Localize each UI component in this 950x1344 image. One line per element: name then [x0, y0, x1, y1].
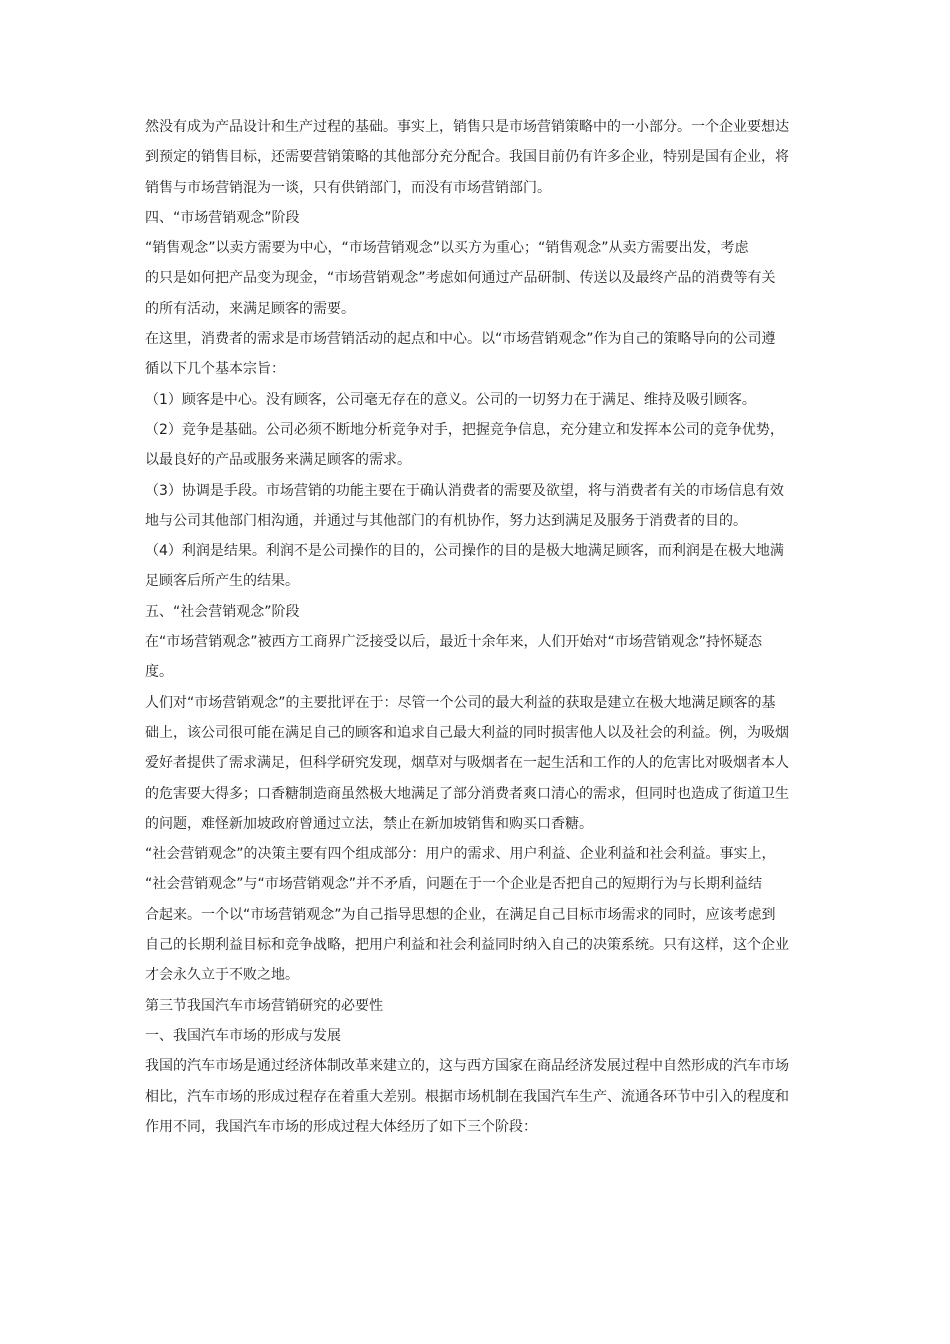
- text-line: 人们对“市场营销观念”的主要批评在于：尽管一个公司的最大利益的获取是建立在极大地满足顾客的基: [145, 694, 776, 711]
- paragraph: [145, 1051, 810, 1142]
- text-line: 自己的长期利益目标和竞争战略，把用户利益和社会利益同时纳入自己的决策系统。只有这样，这个企业: [145, 937, 789, 954]
- paragraph: [145, 627, 810, 688]
- text-line: 以最良好的产品或服务来满足顾客的需求。: [145, 452, 411, 469]
- text-line: （2）竞争是基础。公司必须不断地分析竞争对手，把握竞争信息，充分建立和发挥本公司的竞争优势，: [145, 421, 784, 438]
- text-line: 相比，汽车市场的形成过程存在着重大差别。根据市场机制在我国汽车生产、流通各环节中引入的程度和: [145, 1088, 789, 1105]
- text-line: “社会营销观念”与“市场营销观念”并不矛盾，问题在于一个企业是否把自己的短期行为与长期利益结: [145, 876, 763, 893]
- paragraph: [145, 476, 810, 537]
- text-line: 合起来。一个以“市场营销观念”为自己指导思想的企业，在满足自己目标市场需求的同时，应该考虑到: [145, 906, 776, 923]
- text-line: （1）顾客是中心。没有顾客，公司毫无存在的意义。公司的一切努力在于满足、维持及吸引顾客。: [145, 391, 756, 408]
- paragraph: [145, 415, 810, 476]
- text-line: “销售观念”以卖方需要为中心，“市场营销观念”以买方为重心；“销售观念”从卖方需要出发，考虑: [145, 240, 749, 257]
- text-line: 一、我国汽车市场的形成与发展: [145, 1027, 341, 1044]
- text-line: 才会永久立于不败之地。: [145, 967, 299, 984]
- text-line: 础上，该公司很可能在满足自己的顾客和追求自己最大利益的同时损害他人以及社会的利益。例，为吸烟: [145, 724, 789, 741]
- text-line: 的所有活动，来满足顾客的需要。: [145, 300, 355, 317]
- paragraph: [145, 991, 810, 1021]
- text-line: 四、“市场营销观念”阶段: [145, 209, 300, 226]
- paragraph: [145, 597, 810, 627]
- paragraph: [145, 203, 810, 233]
- paragraph: [145, 1021, 810, 1051]
- paragraph: [145, 385, 810, 415]
- text-line: 爱好者提供了需求满足，但科学研究发现，烟草对与吸烟者在一起生活和工作的人的危害比对吸烟者本人: [145, 755, 789, 772]
- document-body: [145, 112, 810, 1142]
- text-line: 度。: [145, 664, 173, 681]
- text-line: （4）利润是结果。利润不是公司操作的目的，公司操作的目的是极大地满足顾客，而利润是在极大地满: [145, 543, 784, 560]
- text-line: 的问题，难怪新加坡政府曾通过立法，禁止在新加坡销售和购买口香糖。: [145, 815, 593, 832]
- text-line: 作用不同，我国汽车市场的形成过程大体经历了如下三个阶段：: [145, 1118, 537, 1135]
- text-line: 五、“社会营销观念”阶段: [145, 603, 300, 620]
- text-line: 然没有成为产品设计和生产过程的基础。事实上，销售只是市场营销策略中的一小部分。一个企业要想达: [145, 119, 789, 135]
- text-line: 循以下几个基本宗旨：: [145, 361, 285, 378]
- text-line: “社会营销观念”的决策主要有四个组成部分：用户的需求、用户利益、企业利益和社会利益。事实上，: [145, 846, 776, 863]
- paragraph: [145, 839, 810, 990]
- text-line: 的只是如何把产品变为现金，“市场营销观念”考虑如何通过产品研制、传送以及最终产品的消费等有关: [145, 270, 776, 287]
- text-line: 在这里，消费者的需求是市场营销活动的起点和中心。以“市场营销观念”作为自己的策略导向的公司遵: [145, 331, 776, 348]
- paragraph: [145, 112, 810, 203]
- text-line: 销售与市场营销混为一谈，只有供销部门，而没有市场营销部门。: [145, 179, 551, 196]
- text-line: 的危害要大得多；口香糖制造商虽然极大地满足了部分消费者爽口清心的需求，但同时也造成了街道卫生: [145, 785, 789, 802]
- paragraph: [145, 688, 810, 839]
- paragraph: [145, 233, 810, 324]
- text-line: 足顾客后所产生的结果。: [145, 573, 299, 590]
- text-line: 第三节我国汽车市场营销研究的必要性: [145, 997, 383, 1014]
- paragraph: [145, 324, 810, 385]
- text-line: （3）协调是手段。市场营销的功能主要在于确认消费者的需要及欲望，将与消费者有关的市场信息有效: [145, 482, 784, 499]
- text-line: 到预定的销售目标，还需要营销策略的其他部分充分配合。我国目前仍有许多企业，特别是国有企业，将: [145, 149, 789, 166]
- text-line: 地与公司其他部门相沟通，并通过与其他部门的有机协作，努力达到满足及服务于消费者的目的。: [145, 512, 747, 529]
- text-line: 我国的汽车市场是通过经济体制改革来建立的，这与西方国家在商品经济发展过程中自然形成的汽车市场: [145, 1058, 789, 1075]
- paragraph: [145, 536, 810, 597]
- text-line: 在“市场营销观念”被西方工商界广泛接受以后，最近十余年来，人们开始对“市场营销观念”持怀疑态: [145, 634, 763, 651]
